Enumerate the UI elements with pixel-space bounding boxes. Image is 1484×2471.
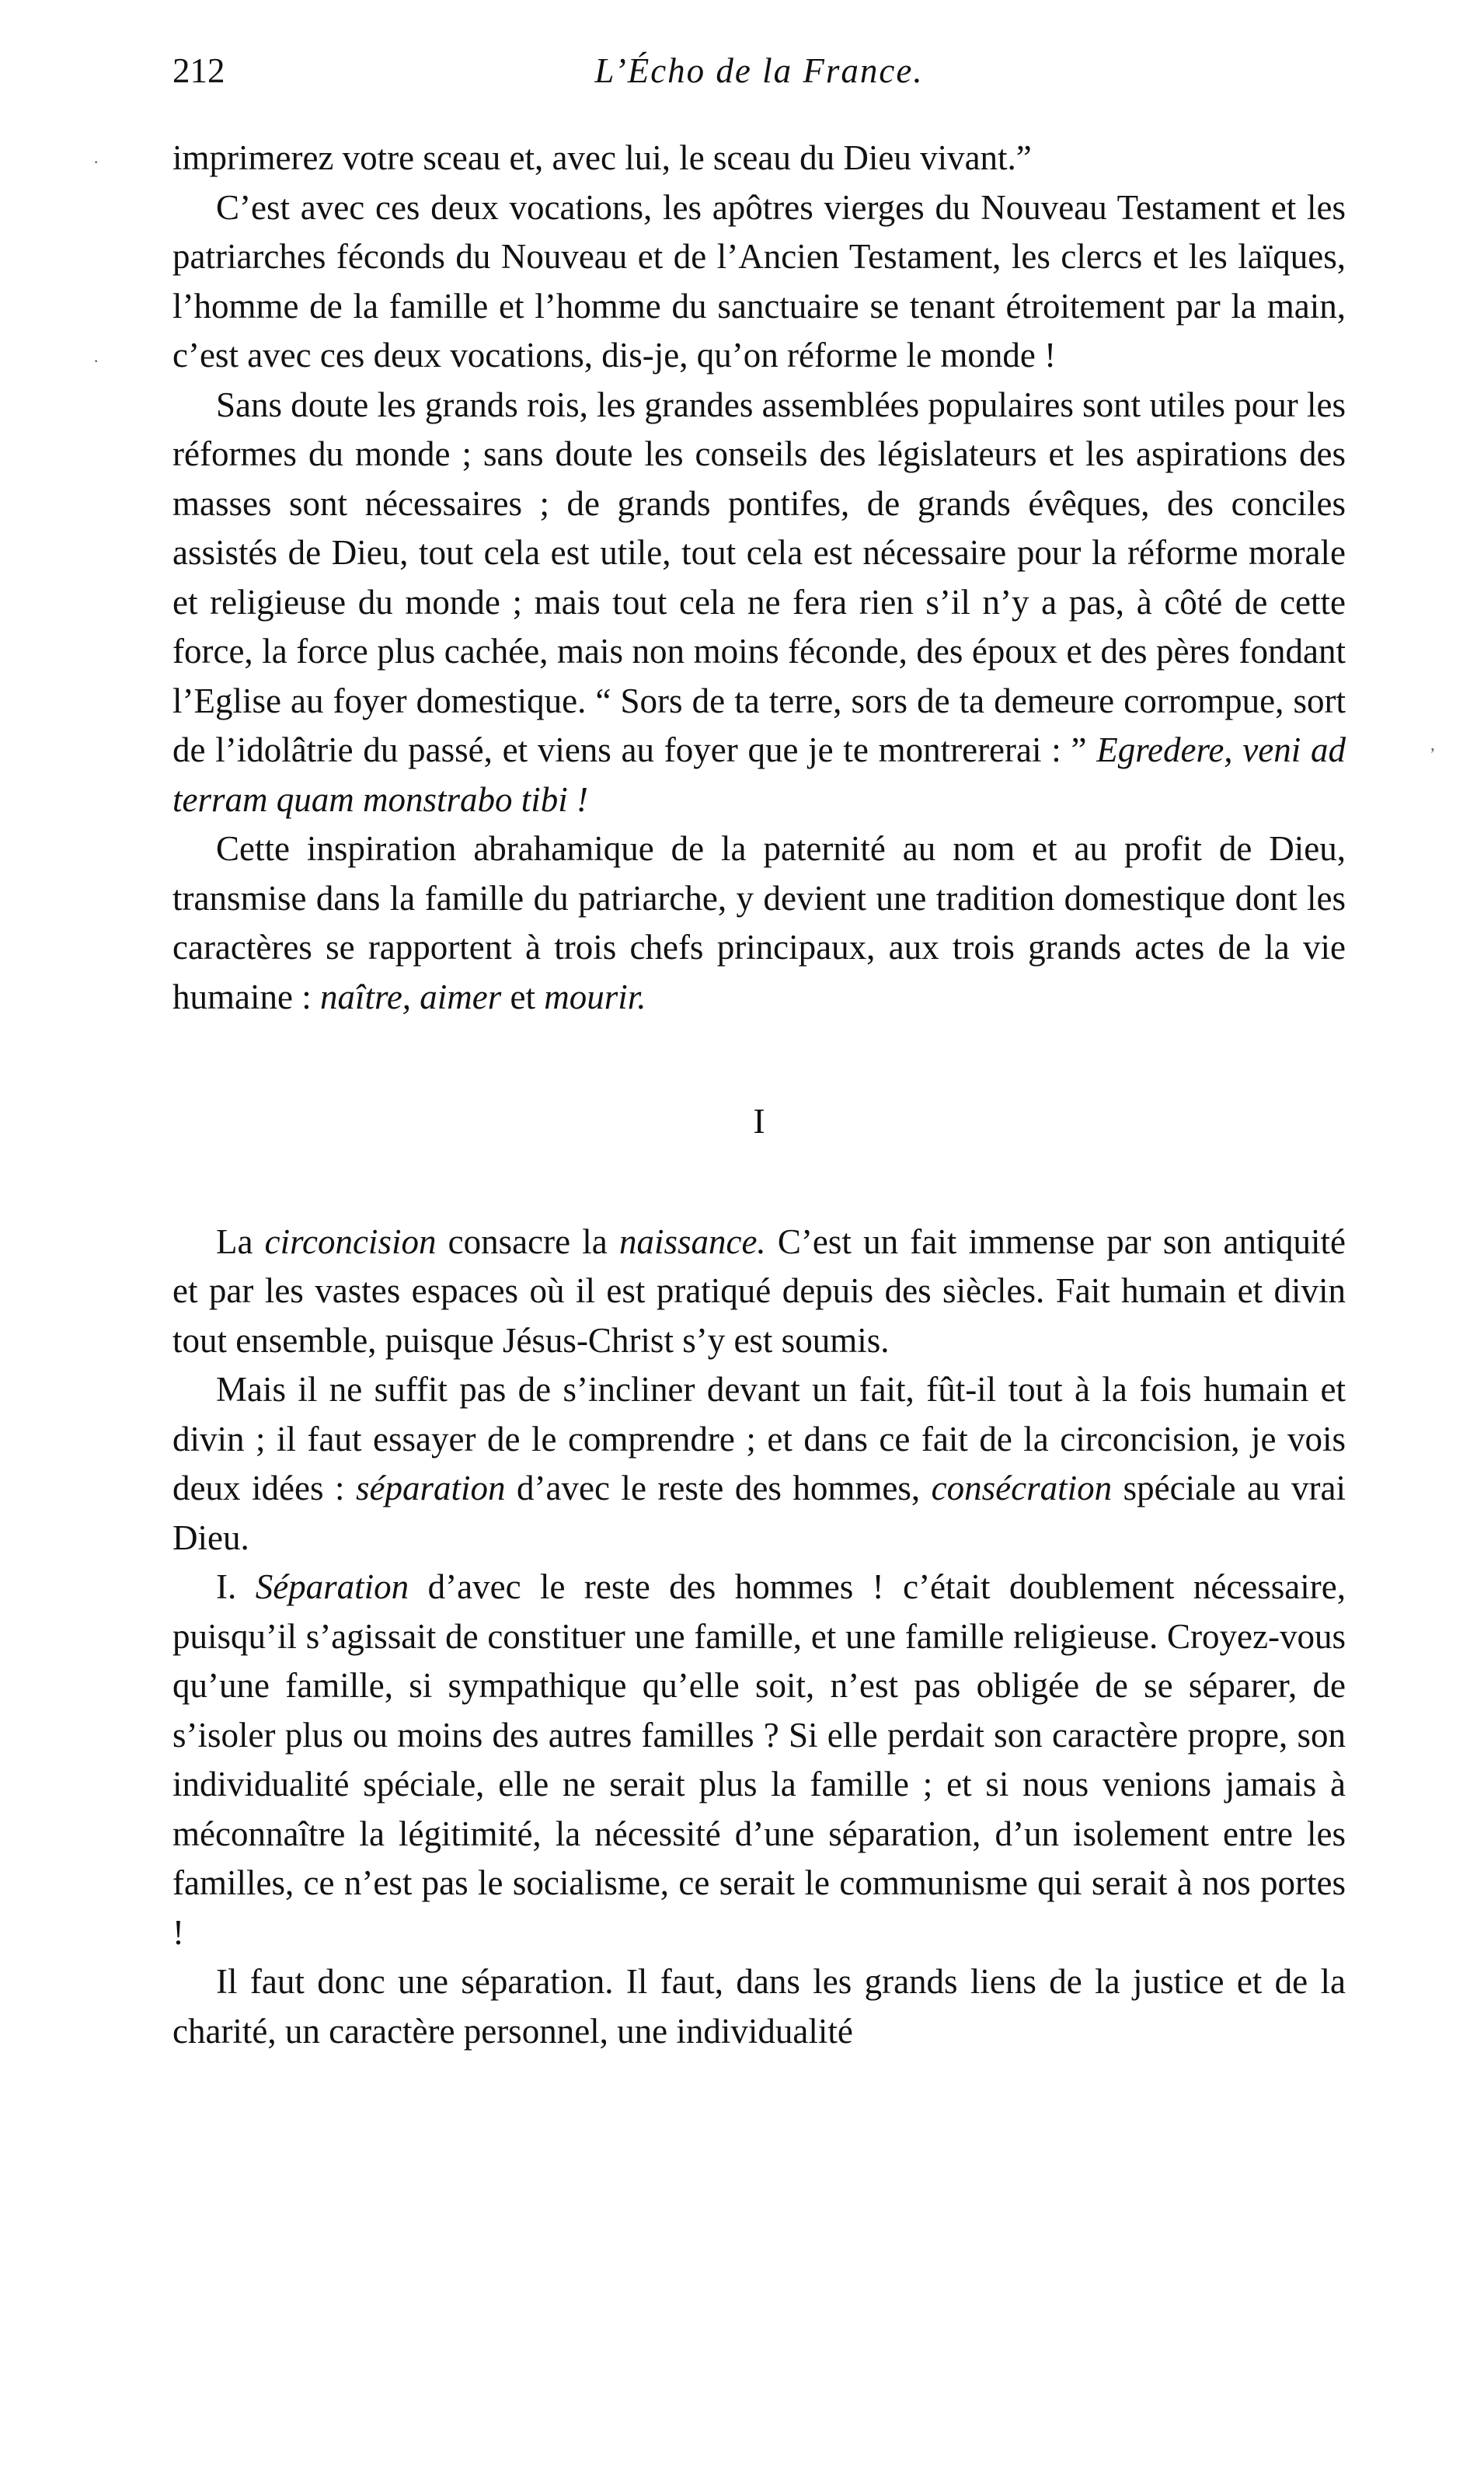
text-run: Il faut donc une séparation. Il faut, dans les grands liens de la justice et de la charité, un caractère personnel, une individualité [172, 1962, 1346, 2051]
running-head [172, 44, 1346, 98]
text-run: consacre la [436, 1222, 619, 1261]
italic-run: consécration [931, 1469, 1113, 1507]
text-run: et [501, 977, 545, 1016]
paragraph [172, 381, 1346, 825]
latin-quotation: Egredere, veni ad terram quam monstrabo tibi ! [172, 730, 1346, 819]
paragraph [172, 824, 1346, 1022]
text-run: spéciale au vrai Dieu. [172, 1469, 1346, 1557]
paragraph [172, 1218, 1346, 1366]
italic-run: Séparation [255, 1567, 409, 1606]
text-run: d’avec le reste des hommes, [505, 1469, 932, 1507]
text-run: C’est avec ces deux vocations, les apôtres vierges du Nouveau Testament et les patriarches féconds du Nouveau et de l’Ancien Testament, les clercs et les laïques, l’homme de la famille et l’homme du sanctuaire se tenant étroitement par la main, c’est avec ces deux vocations, dis-je, qu’on réforme le monde ! [172, 187, 1346, 375]
text-run: C’est un fait immense par son antiquité et par les vastes espaces où il est pratiqué depuis des siècles. Fait humain et divin tout ensemble, puisque Jésus-Christ s’y est soumis. [172, 1222, 1346, 1360]
page-number: 212 [172, 51, 225, 90]
paragraph [172, 1563, 1346, 1957]
italic-run: naissance. [618, 1222, 766, 1261]
running-title: L’Écho de la France. [594, 51, 924, 90]
text-run: Mais il ne suffit pas de s’incliner devant un fait, fût-il tout à la fois humain et divin ; il faut essayer de le comprendre ; et dans ce fait de la circoncision, je vois deux idées : [172, 1370, 1346, 1507]
paragraph [172, 1365, 1346, 1563]
text-run: imprimerez votre sceau et, avec lui, le sceau du Dieu vivant.” [172, 138, 1032, 177]
text-run: Sans doute les grands rois, les grandes assemblées populaires sont utiles pour les réformes du monde ; sans doute les conseils des législateurs et les aspirations des masses sont nécessaires ; de grands pontifes, de grands évêques, des conciles assistés de Dieu, tout cela est utile, tout cela est nécessaire pour la réforme morale et religieuse du monde ; mais tout cela ne fera rien s’il n’y a pas, à côté de cette force, la force plus cachée, mais non moins féconde, des époux et des pères fondant l’Eglise au foyer domestique. “ Sors de ta terre, sors de ta demeure corrompue, sort de l’idolâtrie du passé, et viens au foyer que je te montrererai : ” [172, 385, 1346, 769]
italic-run: mourir. [544, 977, 646, 1016]
margin-speck: ʼ [1430, 744, 1436, 764]
text-run: La [216, 1222, 265, 1261]
italic-run: naître, aimer [319, 977, 502, 1016]
margin-speck: · [93, 152, 99, 172]
italic-run: circoncision [264, 1222, 437, 1261]
margin-speck: · [93, 351, 99, 371]
body-text [172, 134, 1346, 2056]
paragraph [172, 183, 1346, 381]
text-run: Cette inspiration abrahamique de la paternité au nom et au profit de Dieu, transmise dans la famille du patriarche, y devient une tradition domestique dont les caractères se rapportent à trois chefs principaux, aux trois grands actes de la vie humaine : [172, 829, 1346, 1016]
section-heading: I [753, 1101, 765, 1141]
paragraph [172, 1957, 1346, 2056]
italic-run: séparation [355, 1469, 506, 1507]
text-run: I. [216, 1567, 256, 1606]
paragraph-continuation [172, 134, 1346, 183]
text-run: d’avec le reste des hommes ! c’était doublement nécessaire, puisqu’il s’agissait de constituer une famille, et une famille religieuse. Croyez-vous qu’une famille, si sympathique qu’elle soit, n’est pas obligée de se séparer, de s’isoler plus ou moins des autres familles ? Si elle perdait son caractère propre, son individualité spéciale, elle ne serait plus la famille ; et si nous venions jamais à méconnaître la légitimité, la nécessité d’une séparation, d’un isolement entre les familles, ce n’est pas le socialisme, ce serait le communisme qui serait à nos portes ! [172, 1567, 1346, 1952]
